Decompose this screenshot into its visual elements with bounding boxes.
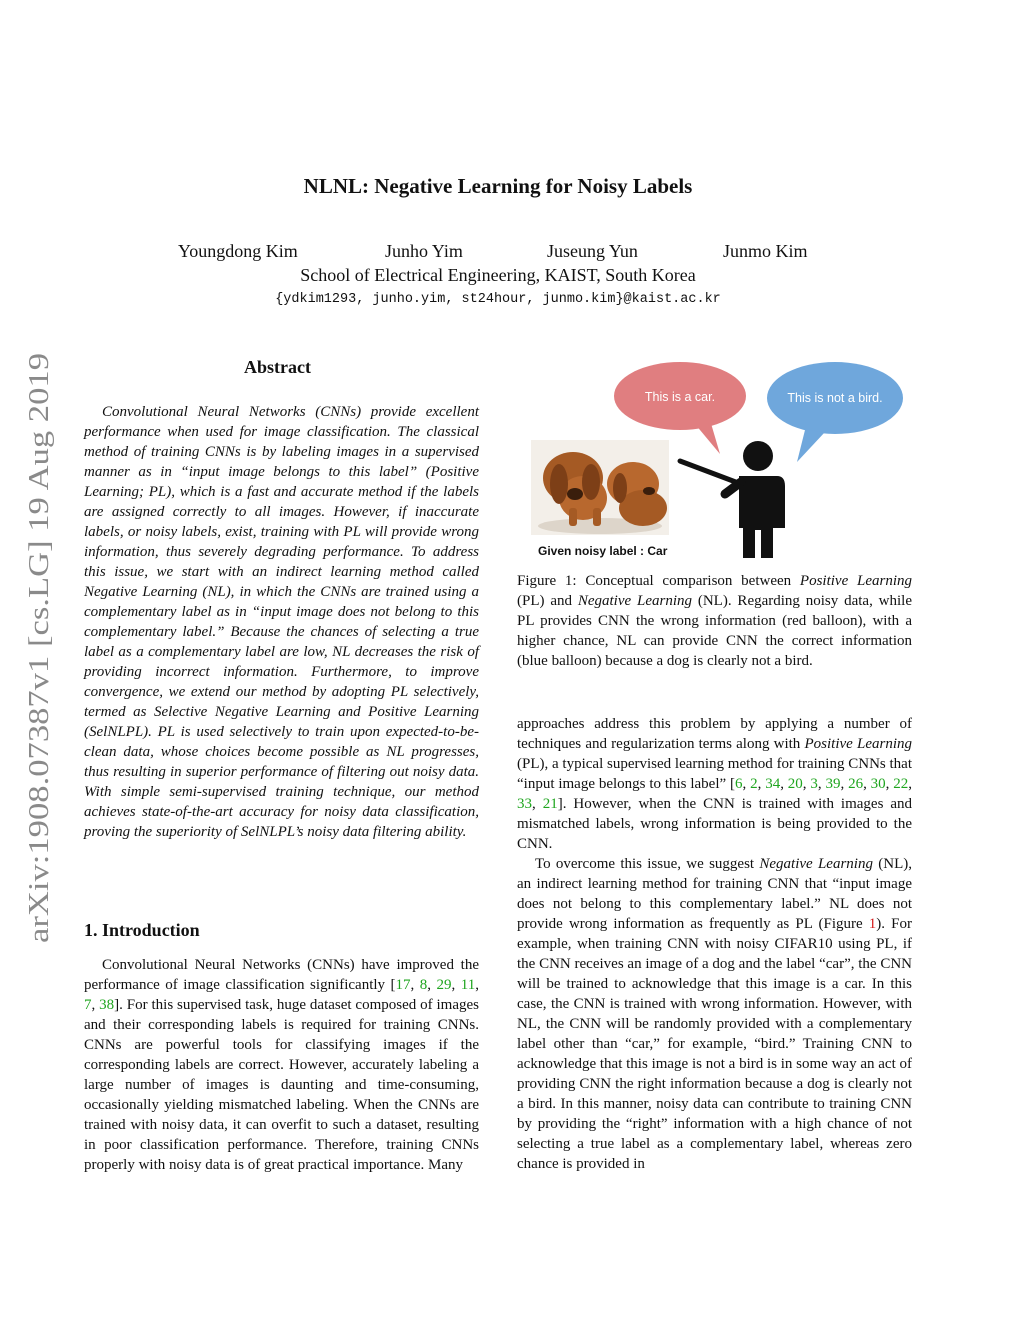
paper-title: NLNL: Negative Learning for Noisy Labels: [303, 174, 693, 198]
dog-photo: [531, 440, 669, 535]
citation-link[interactable]: 21: [542, 796, 558, 812]
citation-link[interactable]: 39: [825, 776, 841, 792]
citation-link[interactable]: 6: [735, 776, 743, 792]
red-bubble-text: This is a car.: [644, 390, 716, 404]
citation-link[interactable]: 38: [99, 997, 115, 1013]
arxiv-side-label: [18, 350, 58, 945]
intro-heading: 1. Introduction: [84, 920, 200, 940]
author-name: Youngdong Kim: [178, 241, 298, 261]
citation-link[interactable]: 3: [810, 776, 818, 792]
citation-link[interactable]: 2: [750, 776, 758, 792]
author-name: Junho Yim: [385, 241, 463, 261]
citation-link[interactable]: 33: [517, 796, 532, 812]
citation-link[interactable]: 8: [419, 977, 428, 993]
author-name: Junmo Kim: [723, 241, 808, 261]
blue-speech-bubble: [767, 362, 903, 462]
abstract-paragraph: Convolutional Neural Networks (CNNs) provide excellent performance when used for image classification. The classical method of training CNNs is by labeling images in a supervised manner as in “input image belongs to this label” (Positive Learning; PL), which is a fast and accurate method if the labels are assigned correctly to all images. However, if inaccurate labels, or noisy labels, exist, training with PL will provide wrong information, thus severely degrading performance. To address this issue, we start with an indirect learning method called Negative Learning (NL), in which the CNNs are trained using a complementary label as in “input image does not belong to this complementary label.” Because the chances of selecting a true label as a complementary label are low, NL decreases the risk of providing incorrect information. Furthermore, to improve convergence, we extend our method by adopting PL selectively, termed as Selective Negative Learning and Positive Learning (SelNLPL). PL is used selectively to train upon expected-to-be-clean data, whose choices become possible as NL progresses, thus resulting in superior performance of filtering out noisy data. With simple semi-supervised training technique, our method achieves state-of-the-art accuracy for noisy data classification, proving the superiority of SelNLPL’s noisy data filtering ability.: [84, 404, 479, 840]
body-paragraph: To overcome this issue, we suggest Negative Learning (NL), an indirect learning method for training CNN that “input image does not belong to this complementary label.” NL does not provide wrong information as frequently as PL (Figure 1). For example, when training CNN with noisy CIFAR10 using PL, if the CNN receives an image of a dog and the label “car”, the CNN will be trained to acknowledge that this image is a car. In this case, the CNN is trained with wrong information. However, with NL, the CNN will be randomly provided with a complementary label other than “car,” for example, “bird.” Training CNN to acknowledge that this image is not a bird is in some way an act of providing CNN the right information because a dog is clearly not a bird. In this manner, noisy data can contribute to training CNN by providing the “right” information with a high chance of not selecting a true label as a complementary label, whereas zero chance is provided in: [517, 856, 912, 1172]
given-label-text: Given noisy label : Car: [538, 544, 668, 558]
citation-link[interactable]: 11: [460, 977, 476, 993]
figure-caption: [517, 571, 912, 671]
citation-link[interactable]: 17: [395, 977, 411, 993]
presenter-figure: [680, 441, 785, 558]
citation-link[interactable]: 26: [848, 776, 864, 792]
abstract-text: [84, 402, 479, 842]
author-name: Juseung Yun: [547, 241, 638, 261]
citation-link[interactable]: 20: [787, 776, 803, 792]
caption-paragraph: Figure 1: Conceptual comparison between Positive Learning (PL) and Negative Learning (NL). Regarding noisy data, while PL provides CNN the wrong information (red balloon), with a higher chance, NL can provide CNN the correct information (blue balloon) because a dog is clearly not a bird.: [517, 573, 913, 669]
citation-link[interactable]: 34: [765, 776, 781, 792]
body-paragraph: approaches address this problem by applying a number of techniques and regularization terms along with Positive Learning (PL), a typical supervised learning method for training CNNs that “input image belongs to this label” [6, 2, 34, 20, 3, 39, 26, 30, 22, 33, 21]. However, when the CNN is trained with images and mismatched labels, wrong information is being provided to the CNN.: [517, 716, 913, 852]
intro-text: [84, 955, 479, 1175]
abstract-heading: Abstract: [244, 357, 311, 377]
citation-link[interactable]: 30: [870, 776, 886, 792]
figure-ref-link[interactable]: 1: [868, 916, 877, 932]
figure-1: [525, 358, 915, 563]
affiliation: School of Electrical Engineering, KAIST, South Korea: [300, 265, 696, 285]
citation-link[interactable]: 22: [893, 776, 909, 792]
citation-link[interactable]: 29: [436, 977, 452, 993]
right-column-text: [517, 714, 912, 1174]
citation-link[interactable]: 7: [84, 997, 92, 1013]
arxiv-id-text: arXiv:1908.07387v1 [cs.LG] 19 Aug 2019: [23, 448, 55, 943]
blue-bubble-text: This is not a bird.: [787, 391, 883, 405]
intro-paragraph: Convolutional Neural Networks (CNNs) have improved the performance of image classification significantly [17, 8, 29, 11, 7, 38]. For this supervised task, huge dataset composed of images and their corresponding labels is required for training CNNs. CNNs are powerful tools for classifying images if the corresponding labels are correct. However, accurately labeling a large number of images is daunting and time-consuming, occasionally yielding mismatched labeling. When the CNNs are trained with noisy data, it can overfit to such a dataset, resulting in poor classification performance. Therefore, training CNNs properly with noisy data is of great practical importance. Many: [84, 957, 479, 1173]
author-emails: {ydkim1293, junho.yim, st24hour, junmo.kim}@kaist.ac.kr: [275, 292, 721, 307]
